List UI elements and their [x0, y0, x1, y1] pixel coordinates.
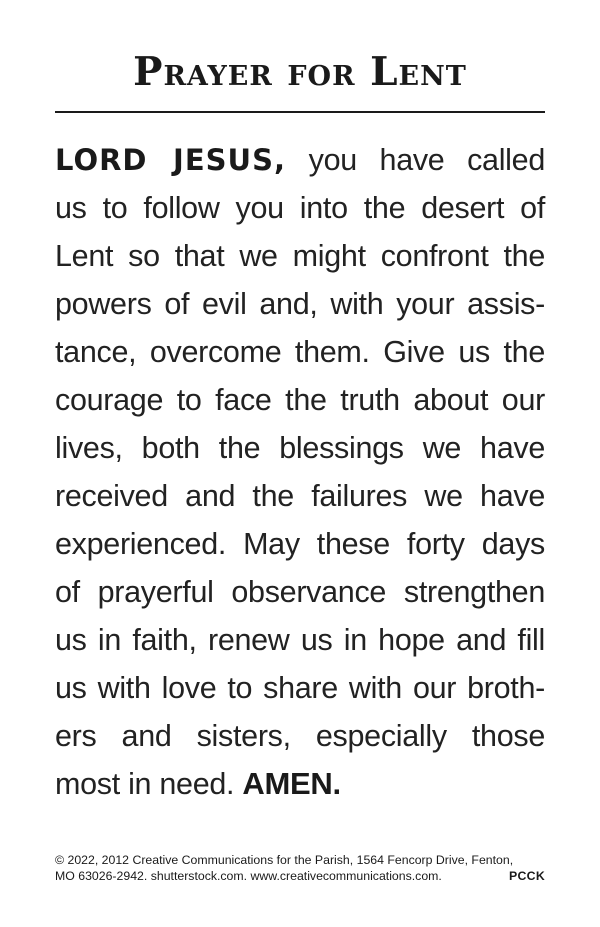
prayer-text	[55, 136, 545, 808]
prayer-line-13: ers and sisters, especially those	[55, 719, 545, 753]
footer-line-2-text: MO 63026-2942. shutterstock.com. www.creativecommunications.com.	[55, 869, 442, 883]
prayer-line-9: experienced. May these forty days	[55, 527, 545, 561]
footer-line-1: © 2022, 2012 Creative Communications for the Parish, 1564 Fencorp Drive, Fenton,	[55, 853, 514, 867]
prayer-line-10: of prayerful observance strengthen	[55, 575, 545, 609]
card-title: Prayer for Lent	[133, 49, 467, 95]
prayer-line-6: courage to face the truth about our	[55, 383, 545, 417]
prayer-line-14-text: most in need.	[55, 767, 243, 801]
product-code: PCCK	[508, 869, 545, 883]
prayer-line-12: us with love to share with our broth-	[55, 671, 545, 705]
prayer-line-11: us in faith, renew us in hope and fill	[55, 623, 545, 657]
prayer-line-2: us to follow you into the desert of	[55, 191, 545, 225]
prayer-line-4: powers of evil and, with your assis-	[55, 287, 545, 321]
footer-line-2	[55, 868, 545, 884]
prayer-line-8: received and the failures we have	[55, 479, 545, 513]
prayer-line-5: tance, overcome them. Give us the	[55, 335, 545, 369]
prayer-line-7: lives, both the blessings we have	[55, 431, 545, 465]
prayer-line-14	[55, 760, 545, 808]
prayer-line-3: Lent so that we might confront the	[55, 239, 545, 273]
title-divider	[55, 111, 545, 113]
prayer-closing: AMEN.	[242, 766, 341, 801]
prayer-line-1	[55, 136, 545, 184]
prayer-opening: LORD JESUS,	[55, 143, 286, 177]
copyright-footer	[55, 852, 545, 884]
prayer-line-1-text: you have called	[286, 143, 545, 177]
